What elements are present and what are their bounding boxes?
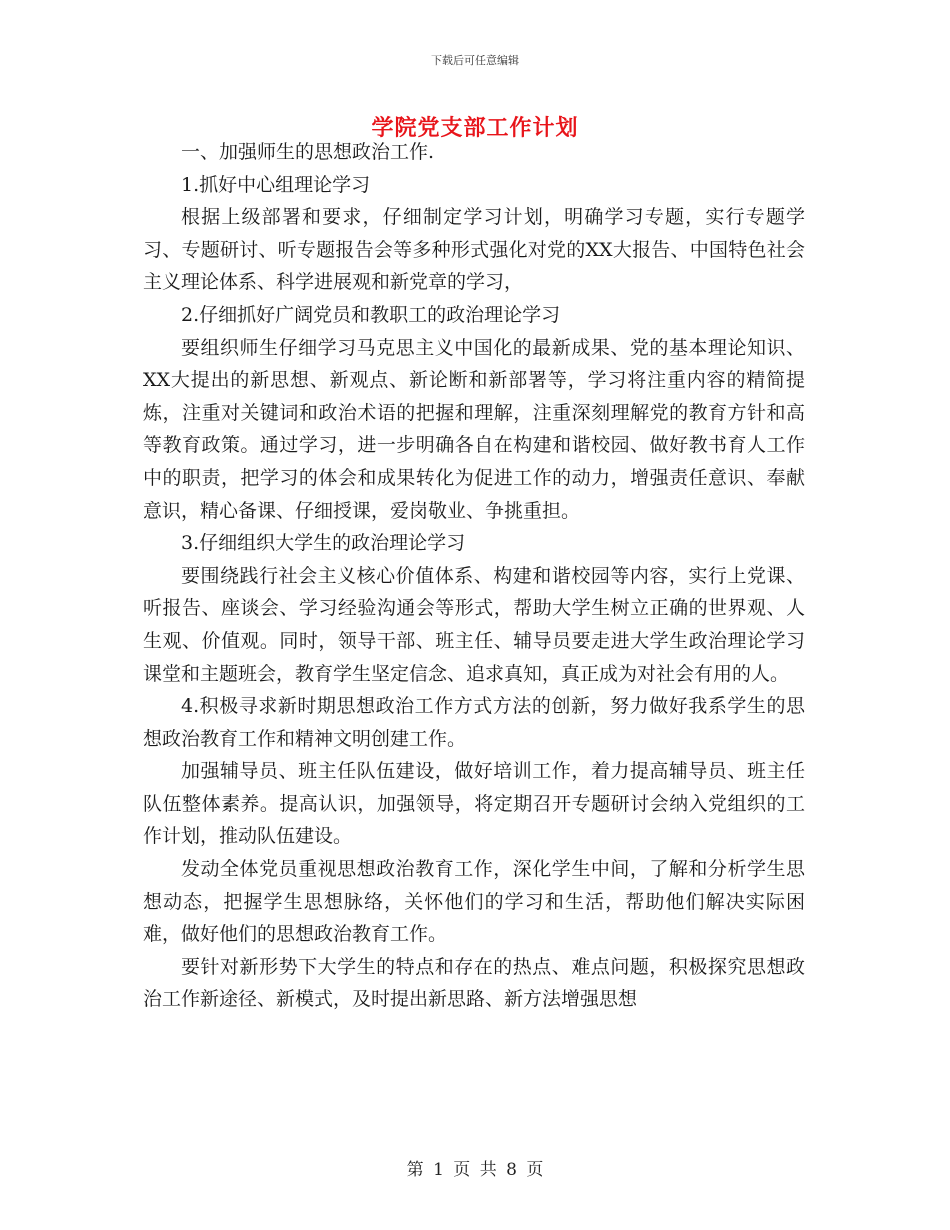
paragraph: 要针对新形势下大学生的特点和存在的热点、难点问题，积极探究思想政治工作新途径、新模式，及时提出新思路、新方法增强思想 bbox=[143, 955, 805, 1011]
page-footer: 第 1 页 共 8 页 bbox=[406, 1160, 544, 1180]
paragraph: 一、加强师生的思想政治工作. bbox=[181, 141, 435, 163]
paragraph: 发动全体党员重视思想政治教育工作，深化学生中间，了解和分析学生思想动态，把握学生思想脉络，关怀他们的学习和生活，帮助他们解决实际困难，做好他们的思想政治教育工作。 bbox=[143, 858, 805, 946]
paragraph: 2.仔细抓好广阔党员和教职工的政治理论学习 bbox=[181, 303, 561, 326]
paragraph: 要围绕践行社会主义核心价值体系、构建和谐校园等内容，实行上党课、听报告、座谈会、学习经验沟通会等形式，帮助大学生树立正确的世界观、人生观、价值观。同时，领导干部、班主任、辅导员要走进大学生政治理论学习课堂和主题班会，教育学生坚定信念、追求真知，真正成为对社会有用的人。 bbox=[143, 564, 805, 685]
paragraph: 3.仔细组织大学生的政治理论学习 bbox=[181, 532, 466, 555]
paragraph: 根据上级部署和要求，仔细制定学习计划，明确学习专题，实行专题学习、专题研讨、听专题报告会等多种形式强化对党的XX大报告、中国特色社会主义理论体系、科学进展观和新党章的学习， bbox=[143, 206, 805, 294]
paragraph: 加强辅导员、班主任队伍建设，做好培训工作，着力提高辅导员、班主任队伍整体素养。提高认识，加强领导，将定期召开专题研讨会纳入党组织的工作计划，推动队伍建设。 bbox=[143, 760, 805, 848]
document-title: 学院党支部工作计划 bbox=[371, 116, 579, 141]
paragraph: 4.积极寻求新时期思想政治工作方式方法的创新，努力做好我系学生的思想政治教育工作和精神文明创建工作。 bbox=[143, 695, 805, 750]
header-note: 下载后可任意编辑 bbox=[431, 54, 519, 67]
paragraph: 1.抓好中心组理论学习 bbox=[181, 173, 371, 196]
document-body bbox=[143, 136, 805, 1016]
paragraph: 要组织师生仔细学习马克思主义中国化的最新成果、党的基本理论知识、XX大提出的新思想、新观点、新论断和新部署等，学习将注重内容的精简提炼，注重对关键词和政治术语的把握和理解，注重深刻理解党的教育方针和高等教育政策。通过学习，进一步明确各自在构建和谐校园、做好教书育人工作中的职责，把学习的体会和成果转化为促进工作的动力，增强责任意识、奉献意识，精心备课、仔细授课，爱岗敬业、争挑重担。 bbox=[143, 336, 805, 522]
